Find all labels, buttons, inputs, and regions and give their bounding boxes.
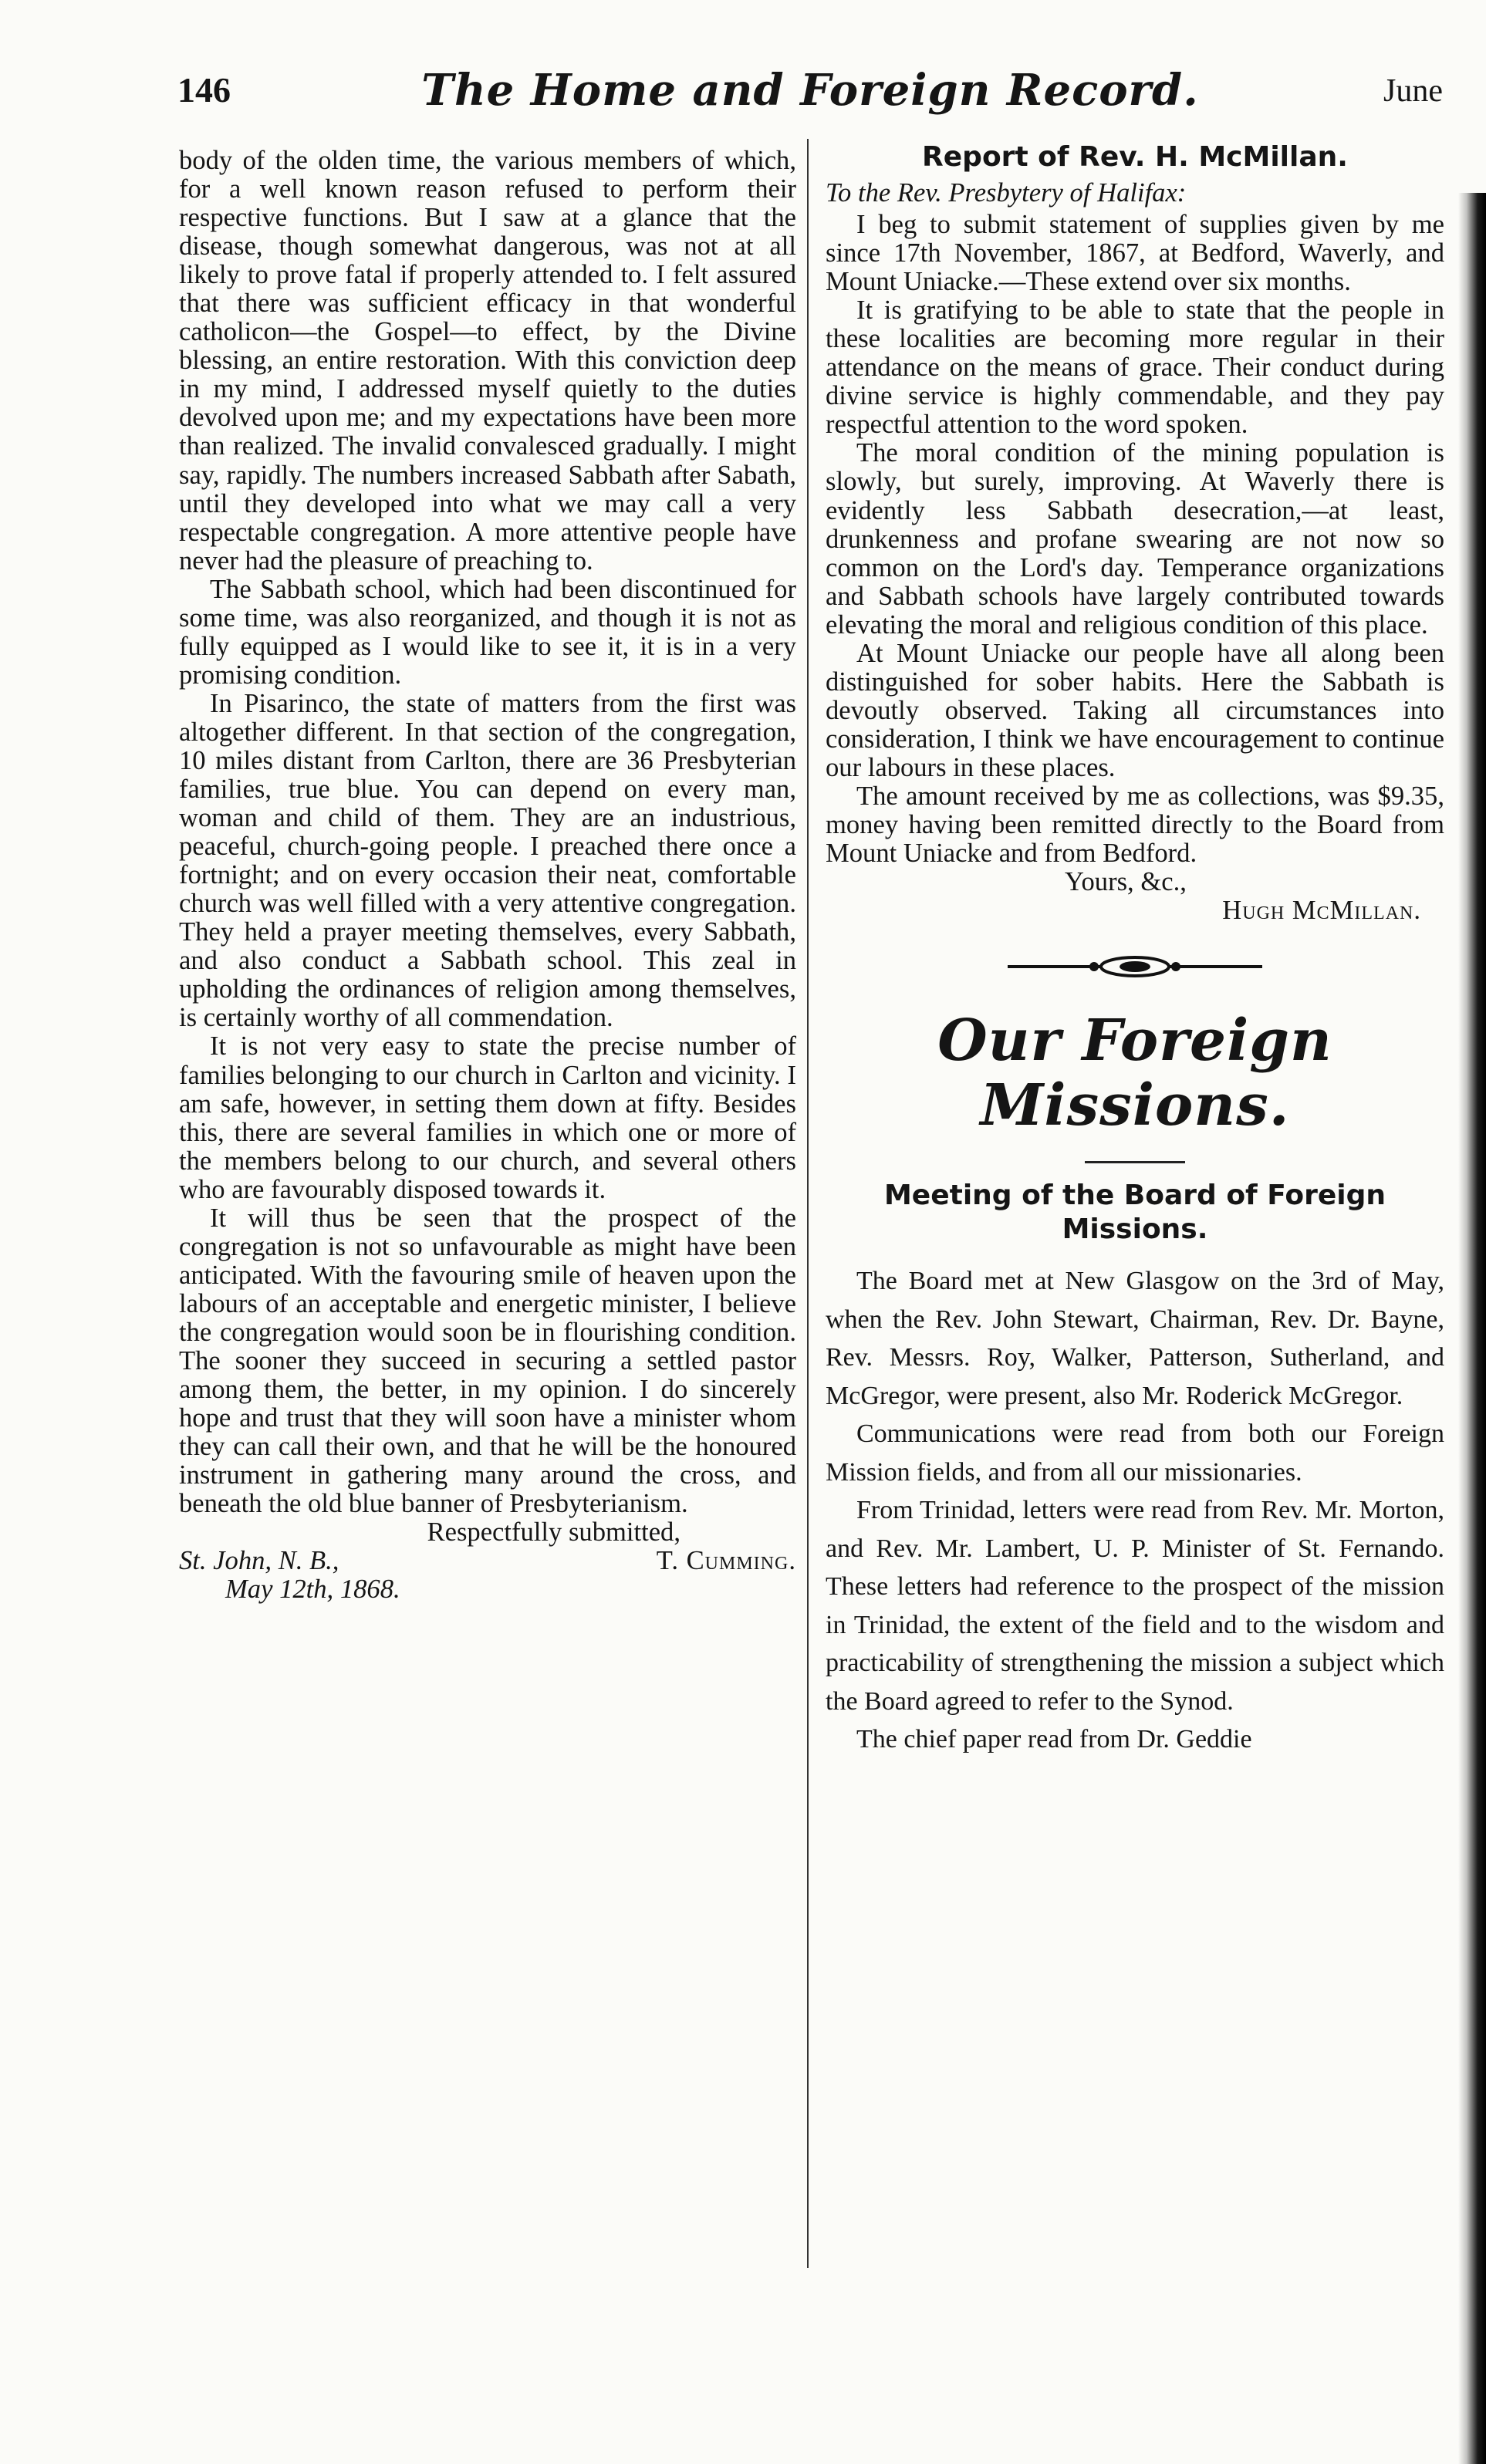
paragraph: The Board met at New Glasgow on the 3rd of May, when the Rev. John Stewart, Chairman, Rev. Dr. Bayne, Rev. Messrs. Roy, Walker, Patterson, Sutherland, and McGregor, were present, also Mr. Roderick McGregor. xyxy=(826,1267,1444,1410)
paragraph: body of the olden time, the various members of which, for a well known reason refused to perform their respective functions. But I saw at a glance that the disease, though somewhat dangerous, was not at all likely to prove fatal if properly attended to. I felt assured that there was sufficient efficacy in that wonderful catholicon—the Gospel—to effect, by the Divine blessing, an entire restoration. With this conviction deep in my mind, I addressed myself quietly to the duties devolved upon me; and my expectations have been more than realized. The invalid convalesced gradually. I might say, rapidly. The numbers increased Sabbath after Sabath, until they developed into what we may call a very respectable congregation. A more attentive people have never had the pleasure of preaching to. xyxy=(179,146,796,575)
paragraph: The Sabbath school, which had been discontinued for some time, was also reorganized, and though it is not as fully equipped as I would like to see it, it is in a very promising condition. xyxy=(179,574,796,690)
paragraph: The moral condition of the mining population is slowly, but surely, improving. At Waverly there is evidently less Sabbath desecration,—at least, drunkenness and profane swearing are not now so common on the Lord's day. Temperance organizations and Sabbath schools have largely contributed towards elevating the moral and religious condition of this place. xyxy=(826,438,1444,640)
title-rule xyxy=(1085,1161,1185,1163)
paragraph: Communications were read from both our Foreign Mission fields, and from all our missionaries. xyxy=(826,1419,1444,1487)
paragraph: From Trinidad, letters were read from Rev. Mr. Morton, and Rev. Mr. Lambert, U. P. Minister of St. Fernando. These letters had reference to the prospect of the mission in Trinidad, the extent of the field and to the wisdom and practicability of strengthening the mission a subject which the Board agreed to refer to the Synod. xyxy=(826,1496,1444,1716)
signature-name: T. Cumming. xyxy=(656,1546,796,1576)
paragraph: It will thus be seen that the prospect of the congregation is not so unfavourable as might have been anticipated. With the favouring smile of heaven upon the labours of an acceptable and energetic minister, I believe the congregation would soon be in flourishing condition. The sooner they succeed in securing a settled pastor among them, the better, in my opinion. I do sincerely hope and trust that they will soon have a minister whom they can call their own, and that he will be the honoured instrument in gathering many around the cross, and beneath the old blue banner of Presbyterianism. xyxy=(179,1203,796,1519)
report-title: Report of Rev. H. McMillan. xyxy=(922,141,1348,173)
page-number: 146 xyxy=(177,70,231,110)
issue-month: June xyxy=(1383,73,1443,109)
paragraph: At Mount Uniacke our people have all along been distinguished for sober habits. Here the Sabbath is devoutly observed. Taking all circumstances into consideration, I think we have encouragement to continue our labours in these places. xyxy=(826,638,1444,782)
closing-line: Respectfully submitted, xyxy=(427,1517,681,1548)
paragraph: The amount received by me as collections, was $9.35, money having been remitted directly to the Board from Mount Uniacke and from Bedford. xyxy=(826,781,1444,869)
signature-row xyxy=(179,1547,796,1575)
paragraph: The chief paper read from Dr. Geddie xyxy=(856,1725,1252,1754)
paragraph: It is gratifying to be able to state that the people in these localities are becoming more regular in their attendance on the means of grace. Their conduct during divine service is highly commendable, and they pay respectful attention to the word spoken. xyxy=(826,295,1444,440)
page-header xyxy=(177,62,1443,123)
closing-line: Yours, &c., xyxy=(1065,867,1187,897)
scan-binding-edge xyxy=(1458,193,1486,2464)
salutation: To the Rev. Presbytery of Halifax: xyxy=(826,178,1187,208)
left-column xyxy=(179,147,796,1604)
signature-name: Hugh McMillan. xyxy=(1222,896,1421,926)
signature-place: St. John, N. B., xyxy=(179,1546,339,1576)
running-title: The Home and Foreign Record. xyxy=(421,65,1199,116)
section-title: Our Foreign Missions. xyxy=(937,1008,1332,1139)
paragraph: In Pisarinco, the state of matters from the first was altogether different. In that section of the congregation, 10 miles distant from Carlton, there are 36 Presbyterian families, true blue. You can depend on every man, woman and child of them. They are an industrious, peaceful, church-going people. I preached there once a fortnight; and on every occasion their neat, comfortable church was well filled with a very attentive congregation. They held a prayer meeting themselves, every Sabbath, and also conduct a Sabbath school. This zeal in upholding the ordinances of religion among themselves, is certainly worthy of all commendation. xyxy=(179,688,796,1033)
signature-date: May 12th, 1868. xyxy=(225,1575,400,1605)
paragraph: It is not very easy to state the precise number of families belonging to our church in Carlton and vicinity. I am safe, however, in setting them down at fifty. Besides this, there are several families in which one or more of the members belong to our church, and several others who are favourably disposed towards it. xyxy=(179,1031,796,1204)
column-divider xyxy=(807,139,809,2268)
right-column xyxy=(826,140,1444,1759)
meeting-title: Meeting of the Board of Foreign Missions. xyxy=(883,1180,1386,1246)
ornamental-divider xyxy=(826,951,1444,982)
ornament-icon xyxy=(1008,951,1262,982)
paragraph: I beg to submit statement of supplies given by me since 17th November, 1867, at Bedford, Waverly, and Mount Uniacke.—These extend over six months. xyxy=(826,210,1444,297)
